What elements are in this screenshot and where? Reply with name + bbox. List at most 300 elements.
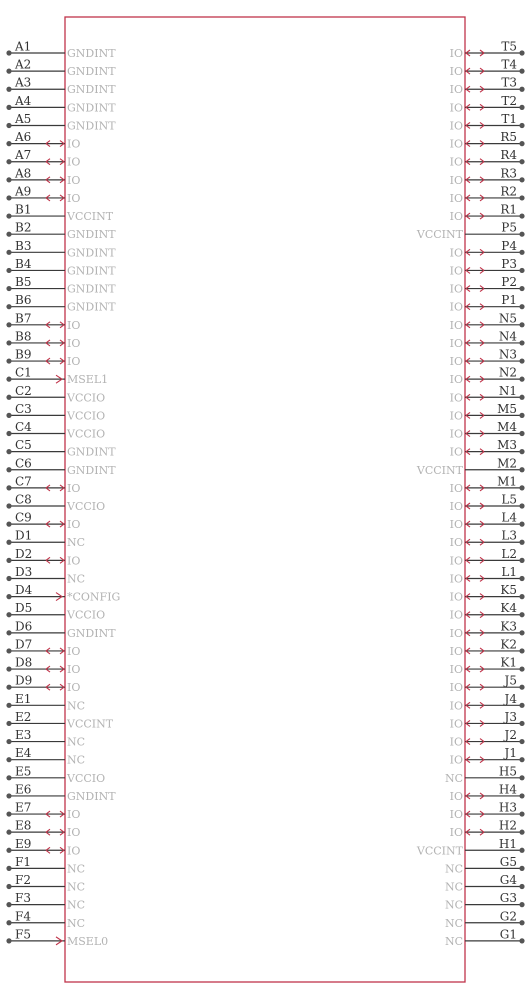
pin-number: C5 xyxy=(15,438,32,453)
pin-number: J1 xyxy=(504,746,517,761)
pin-name: NC xyxy=(67,572,86,586)
pin-name: IO xyxy=(67,826,81,840)
pin-name: IO xyxy=(449,536,463,550)
pin-name: IO xyxy=(449,119,463,133)
pin-endpoint xyxy=(519,920,524,925)
pin-endpoint xyxy=(6,304,11,309)
pin-number: J2 xyxy=(504,728,517,743)
pin-name: VCCINT xyxy=(416,463,463,477)
pin-endpoint xyxy=(519,848,524,853)
pin-number: G1 xyxy=(499,927,517,942)
pin-name: IO xyxy=(449,246,463,260)
pin-endpoint xyxy=(519,503,524,508)
component-body xyxy=(65,17,465,982)
pin-name: NC xyxy=(444,916,463,930)
pin-name: NC xyxy=(67,753,86,767)
pin-endpoint xyxy=(519,540,524,545)
pin-endpoint xyxy=(6,87,11,92)
pin-endpoint xyxy=(6,195,11,200)
pin-endpoint xyxy=(519,685,524,690)
pin-endpoint xyxy=(6,775,11,780)
pin-endpoint xyxy=(6,286,11,291)
pin-endpoint xyxy=(6,467,11,472)
pin-number: N4 xyxy=(498,329,517,344)
pin-name: GNDINT xyxy=(67,445,116,459)
pin-number: L2 xyxy=(501,546,517,561)
pin-number: T5 xyxy=(501,39,517,54)
pin-endpoint xyxy=(6,232,11,237)
pin-name: IO xyxy=(449,318,463,332)
pin-name: VCCINT xyxy=(67,717,114,731)
pin-name: IO xyxy=(67,663,81,677)
pin-name: IO xyxy=(449,173,463,187)
pin-endpoint xyxy=(6,648,11,653)
pin-name: VCCIO xyxy=(67,500,106,513)
pin-number: E7 xyxy=(15,800,32,815)
pin-name: NC xyxy=(67,862,86,876)
pin-number: B3 xyxy=(15,238,32,253)
pin-name: MSEL1 xyxy=(67,373,109,387)
pin-endpoint xyxy=(6,902,11,907)
pin-number: M2 xyxy=(497,456,517,471)
pin-name: NC xyxy=(67,536,86,550)
pin-endpoint xyxy=(519,558,524,563)
pin-number: F4 xyxy=(15,909,31,924)
pin-name: IO xyxy=(449,590,463,604)
pin-endpoint xyxy=(519,213,524,218)
pin-name: IO xyxy=(449,191,463,205)
pin-number: L4 xyxy=(501,510,517,525)
pin-number: C3 xyxy=(15,401,32,416)
pin-endpoint xyxy=(6,322,11,327)
pin-endpoint xyxy=(519,467,524,472)
pin-endpoint xyxy=(6,159,11,164)
pin-name: IO xyxy=(449,210,463,224)
pin-name: NC xyxy=(444,898,463,912)
pin-name: IO xyxy=(67,481,81,495)
pin-name: GNDINT xyxy=(67,264,116,278)
pin-number: P1 xyxy=(501,293,517,308)
pin-endpoint xyxy=(6,358,11,363)
pin-endpoint xyxy=(6,594,11,599)
pin-name: IO xyxy=(449,373,463,387)
pin-endpoint xyxy=(6,739,11,744)
pin-name: IO xyxy=(449,826,463,840)
pin-number: B6 xyxy=(15,293,32,308)
pin-endpoint xyxy=(519,395,524,400)
pin-name: IO xyxy=(449,789,463,803)
pin-name: IO xyxy=(449,282,463,296)
pin-name: IO xyxy=(449,481,463,495)
pin-name: IO xyxy=(67,681,81,695)
pin-name: IO xyxy=(67,173,81,187)
pin-endpoint xyxy=(519,232,524,237)
pin-number: H2 xyxy=(498,818,517,833)
pin-number: B9 xyxy=(15,347,32,362)
pin-name: VCCINT xyxy=(67,210,114,224)
pin-number: D1 xyxy=(15,528,33,543)
pin-endpoint xyxy=(6,540,11,545)
pin-number: H3 xyxy=(498,800,517,815)
pin-name: IO xyxy=(449,808,463,822)
pin-endpoint xyxy=(6,431,11,436)
pin-number: L1 xyxy=(501,564,517,579)
pin-number: J3 xyxy=(504,709,517,724)
pin-endpoint xyxy=(6,340,11,345)
pin-endpoint xyxy=(519,123,524,128)
pin-number: T2 xyxy=(501,93,517,108)
pin-name: NC xyxy=(67,880,86,894)
pin-name: IO xyxy=(449,717,463,731)
pin-name: IO xyxy=(67,518,81,532)
pin-number: E4 xyxy=(15,746,32,761)
pin-endpoint xyxy=(6,920,11,925)
pin-endpoint xyxy=(6,449,11,454)
pin-number: P2 xyxy=(501,275,517,290)
pin-endpoint xyxy=(519,830,524,835)
pin-endpoint xyxy=(519,268,524,273)
pin-endpoint xyxy=(519,938,524,943)
pin-number: P4 xyxy=(501,238,517,253)
pin-number: A8 xyxy=(15,166,32,181)
pin-name: GNDINT xyxy=(67,65,116,79)
pin-name: IO xyxy=(449,137,463,151)
pin-name: IO xyxy=(449,427,463,441)
pin-number: C9 xyxy=(15,510,32,525)
pin-endpoint xyxy=(6,757,11,762)
pin-endpoint xyxy=(6,830,11,835)
pin-number: F2 xyxy=(15,873,31,888)
pin-endpoint xyxy=(519,358,524,363)
pin-number: P3 xyxy=(501,256,517,271)
pin-name: NC xyxy=(67,898,86,912)
pin-number: B4 xyxy=(15,256,32,271)
pin-number: G5 xyxy=(499,854,517,869)
pin-endpoint xyxy=(519,703,524,708)
pin-number: M1 xyxy=(497,474,517,489)
pin-number: F5 xyxy=(15,927,31,942)
pin-number: R2 xyxy=(500,184,517,199)
pin-endpoint xyxy=(519,666,524,671)
pin-name: NC xyxy=(67,699,86,713)
pin-name: IO xyxy=(449,644,463,658)
pin-name: GNDINT xyxy=(67,119,116,133)
pin-number: C6 xyxy=(15,456,32,471)
pin-number: M5 xyxy=(497,401,517,416)
pin-endpoint xyxy=(519,141,524,146)
pin-name: VCCIO xyxy=(67,608,106,622)
pin-name: NC xyxy=(444,934,463,948)
pin-number: A4 xyxy=(15,93,32,108)
pin-number: A5 xyxy=(15,111,32,126)
pin-endpoint xyxy=(6,884,11,889)
pin-number: B2 xyxy=(15,220,32,235)
pin-endpoint xyxy=(519,757,524,762)
pin-number: T4 xyxy=(501,57,517,72)
pin-name: GNDINT xyxy=(67,463,116,477)
pin-endpoint xyxy=(519,159,524,164)
pin-number: J4 xyxy=(504,691,517,706)
pin-name: GNDINT xyxy=(67,83,116,97)
pin-endpoint xyxy=(6,123,11,128)
pin-name: IO xyxy=(449,155,463,169)
pin-endpoint xyxy=(6,177,11,182)
pin-name: IO xyxy=(67,644,81,658)
pin-name: IO xyxy=(449,409,463,423)
pin-endpoint xyxy=(6,558,11,563)
pin-number: B8 xyxy=(15,329,32,344)
pin-name: IO xyxy=(449,681,463,695)
pin-endpoint xyxy=(519,322,524,327)
pin-endpoint xyxy=(519,87,524,92)
pin-endpoint xyxy=(519,811,524,816)
pin-number: D2 xyxy=(15,546,33,561)
pin-endpoint xyxy=(519,522,524,527)
pin-endpoint xyxy=(519,775,524,780)
pin-endpoint xyxy=(519,250,524,255)
pin-number: M3 xyxy=(497,438,517,453)
pin-endpoint xyxy=(519,576,524,581)
pin-number: R4 xyxy=(500,148,517,163)
pin-number: D9 xyxy=(15,673,33,688)
pin-name: NC xyxy=(444,771,463,785)
pin-number: N5 xyxy=(498,311,517,326)
pin-number: L3 xyxy=(501,528,517,543)
pin-endpoint xyxy=(6,213,11,218)
pin-number: F1 xyxy=(15,854,31,869)
pin-endpoint xyxy=(519,50,524,55)
pin-endpoint xyxy=(519,866,524,871)
pin-name: GNDINT xyxy=(67,300,116,314)
pin-endpoint xyxy=(519,377,524,382)
pin-endpoint xyxy=(519,431,524,436)
pin-name: GNDINT xyxy=(67,626,116,640)
pin-endpoint xyxy=(519,340,524,345)
pin-number: R1 xyxy=(500,202,517,217)
pin-number: H5 xyxy=(498,764,517,779)
pin-number: H4 xyxy=(498,782,517,797)
pin-endpoint xyxy=(6,866,11,871)
pin-name: IO xyxy=(449,500,463,513)
pin-endpoint xyxy=(6,811,11,816)
pin-name: IO xyxy=(449,753,463,767)
pin-name: IO xyxy=(67,318,81,332)
pin-number: K4 xyxy=(500,601,517,616)
pin-endpoint xyxy=(6,612,11,617)
pin-name: IO xyxy=(67,808,81,822)
pin-endpoint xyxy=(519,739,524,744)
pin-name: IO xyxy=(449,735,463,749)
pin-number: N2 xyxy=(498,365,517,380)
pin-number: E1 xyxy=(15,691,32,706)
pin-name: VCCINT xyxy=(416,844,463,858)
pin-name: IO xyxy=(449,608,463,622)
pin-name: GNDINT xyxy=(67,101,116,115)
pin-name: IO xyxy=(449,518,463,532)
pin-endpoint xyxy=(519,612,524,617)
pin-name: IO xyxy=(449,83,463,97)
pin-number: B1 xyxy=(15,202,32,217)
pin-number: N1 xyxy=(498,383,517,398)
pin-number: B7 xyxy=(15,311,32,326)
pin-endpoint xyxy=(519,413,524,418)
pin-name: VCCIO xyxy=(67,427,106,441)
pin-endpoint xyxy=(519,485,524,490)
pin-name: IO xyxy=(67,191,81,205)
pin-endpoint xyxy=(6,721,11,726)
pin-endpoint xyxy=(6,848,11,853)
pin-name: NC xyxy=(444,862,463,876)
pin-number: A6 xyxy=(15,130,32,145)
pin-number: K5 xyxy=(500,583,517,598)
pin-number: C1 xyxy=(15,365,32,380)
pin-endpoint xyxy=(6,666,11,671)
pin-number: K1 xyxy=(500,655,517,670)
pin-endpoint xyxy=(6,395,11,400)
pin-name: IO xyxy=(449,101,463,115)
pin-endpoint xyxy=(519,195,524,200)
pin-name: VCCIO xyxy=(67,391,106,405)
pin-endpoint xyxy=(519,902,524,907)
pin-name: IO xyxy=(449,355,463,369)
pin-endpoint xyxy=(6,50,11,55)
pin-number: M4 xyxy=(497,420,517,435)
pin-endpoint xyxy=(6,938,11,943)
pin-number: C7 xyxy=(15,474,32,489)
pin-endpoint xyxy=(519,177,524,182)
pin-number: E3 xyxy=(15,728,32,743)
pin-endpoint xyxy=(6,703,11,708)
pin-number: H1 xyxy=(498,836,517,851)
pin-endpoint xyxy=(519,630,524,635)
pin-number: N3 xyxy=(498,347,517,362)
pin-name: IO xyxy=(449,699,463,713)
pin-number: F3 xyxy=(15,891,31,906)
pin-number: A1 xyxy=(15,39,32,54)
pin-endpoint xyxy=(519,286,524,291)
pin-name: IO xyxy=(449,47,463,60)
pin-endpoint xyxy=(519,105,524,110)
pin-endpoint xyxy=(6,69,11,74)
pin-endpoint xyxy=(519,793,524,798)
pin-number: L5 xyxy=(501,492,517,507)
pin-number: C2 xyxy=(15,383,32,398)
pin-endpoint xyxy=(6,522,11,527)
pin-name: NC xyxy=(67,735,86,749)
pin-endpoint xyxy=(6,793,11,798)
pin-number: E9 xyxy=(15,836,32,851)
pin-number: D3 xyxy=(15,564,33,579)
pin-endpoint xyxy=(6,105,11,110)
pin-number: K3 xyxy=(500,619,517,634)
pin-name: GNDINT xyxy=(67,246,116,260)
pin-endpoint xyxy=(519,594,524,599)
pin-endpoint xyxy=(519,648,524,653)
pin-name: IO xyxy=(449,336,463,350)
pin-name: NC xyxy=(67,916,86,930)
pin-number: G4 xyxy=(499,873,517,888)
pin-name: NC xyxy=(444,880,463,894)
pin-number: D7 xyxy=(15,637,33,652)
pin-number: E6 xyxy=(15,782,32,797)
pin-number: A9 xyxy=(15,184,32,199)
pin-name: MSEL0 xyxy=(67,934,109,948)
pin-number: C4 xyxy=(15,420,32,435)
pin-name: IO xyxy=(67,137,81,151)
pin-name: IO xyxy=(67,336,81,350)
pin-number: B5 xyxy=(15,275,32,290)
pin-number: C8 xyxy=(15,492,32,507)
pin-endpoint xyxy=(519,69,524,74)
pin-name: IO xyxy=(449,663,463,677)
pin-endpoint xyxy=(6,377,11,382)
pin-endpoint xyxy=(6,685,11,690)
pin-endpoint xyxy=(6,503,11,508)
pin-name: GNDINT xyxy=(67,789,116,803)
pin-number: A2 xyxy=(15,57,32,72)
pin-name: IO xyxy=(449,626,463,640)
pin-number: G3 xyxy=(499,891,517,906)
pin-number: R3 xyxy=(500,166,517,181)
pin-name: IO xyxy=(449,300,463,314)
pin-number: K2 xyxy=(500,637,517,652)
pin-number: D5 xyxy=(15,601,33,616)
pin-name: IO xyxy=(449,65,463,79)
pin-name: IO xyxy=(67,155,81,169)
pin-number: E8 xyxy=(15,818,32,833)
pin-endpoint xyxy=(519,449,524,454)
pin-name: *CONFIG xyxy=(67,590,121,604)
pin-endpoint xyxy=(6,576,11,581)
pin-number: R5 xyxy=(500,130,517,145)
pin-endpoint xyxy=(6,630,11,635)
pin-name: IO xyxy=(449,264,463,278)
pin-name: IO xyxy=(67,554,81,568)
pin-name: VCCIO xyxy=(67,771,106,785)
pin-endpoint xyxy=(6,268,11,273)
pin-endpoint xyxy=(6,250,11,255)
pin-number: T1 xyxy=(501,111,517,126)
pin-number: J5 xyxy=(504,673,517,688)
pin-number: G2 xyxy=(499,909,517,924)
pin-name: IO xyxy=(67,355,81,369)
pin-name: IO xyxy=(449,572,463,586)
pin-name: GNDINT xyxy=(67,47,116,60)
pin-number: D6 xyxy=(15,619,33,634)
pin-endpoint xyxy=(6,413,11,418)
pin-number: E2 xyxy=(15,709,32,724)
pin-name: VCCIO xyxy=(67,409,106,423)
pin-endpoint xyxy=(519,884,524,889)
pin-number: T3 xyxy=(501,75,517,90)
pin-number: A7 xyxy=(15,148,32,163)
pin-name: IO xyxy=(449,445,463,459)
pin-name: VCCINT xyxy=(416,228,463,242)
pin-number: E5 xyxy=(15,764,32,779)
pin-endpoint xyxy=(519,721,524,726)
pin-name: GNDINT xyxy=(67,282,116,296)
pin-name: IO xyxy=(449,391,463,405)
pin-endpoint xyxy=(519,304,524,309)
pin-number: A3 xyxy=(15,75,32,90)
pin-endpoint xyxy=(6,141,11,146)
pin-number: D8 xyxy=(15,655,33,670)
pin-name: GNDINT xyxy=(67,228,116,242)
pin-number: D4 xyxy=(15,583,33,598)
pin-name: IO xyxy=(449,554,463,568)
pin-name: IO xyxy=(67,844,81,858)
pin-endpoint xyxy=(6,485,11,490)
